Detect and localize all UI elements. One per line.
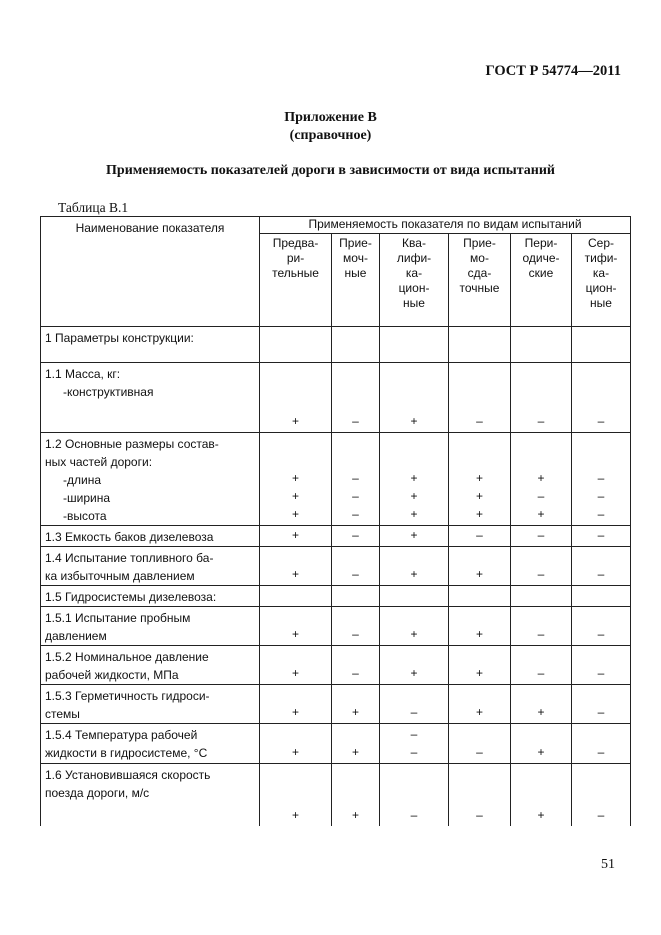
value-mark: –: [352, 528, 359, 542]
col-header-line: ка-: [405, 266, 423, 280]
value-cell: [380, 586, 449, 607]
col-header-line: Прие-: [463, 236, 496, 250]
appendix-note: (справочное): [289, 128, 372, 143]
value-mark: +: [410, 471, 418, 485]
row-name-line: 1.6 Установившаяся скорость: [45, 768, 211, 782]
row-name-cell: [41, 363, 260, 433]
value-mark: –: [537, 528, 545, 542]
value-cell: [511, 327, 572, 363]
value-mark: –: [476, 807, 483, 822]
row-name-line: 1.5.4 Температура рабочей: [45, 728, 198, 742]
table-row: [41, 607, 631, 646]
col-header-test-type: [511, 234, 572, 327]
value-mark: +: [291, 489, 299, 503]
table-row: [41, 646, 631, 685]
value-cell: [449, 547, 511, 586]
value-cell: [511, 363, 572, 433]
row-name-line: 1.5.2 Номинальное давление: [45, 650, 209, 664]
value-cell: [449, 363, 511, 433]
value-cell: [572, 607, 631, 646]
page-number: 51: [601, 857, 615, 872]
value-cell: [511, 764, 572, 826]
value-cell: [449, 764, 511, 826]
value-mark: +: [475, 507, 483, 521]
col-header-line: лифи-: [396, 251, 432, 265]
col-header-line: одиче-: [522, 251, 560, 265]
value-mark: –: [352, 567, 359, 581]
row-name-line: 1.3 Емкость баков дизелевоза: [45, 530, 214, 544]
value-mark: –: [410, 727, 418, 741]
value-cell: [380, 607, 449, 646]
col-header-line: мо-: [470, 251, 489, 265]
value-cell: [572, 327, 631, 363]
value-mark: +: [410, 567, 418, 581]
value-cell: [572, 586, 631, 607]
value-mark: +: [291, 528, 299, 542]
row-name-line: -высота: [63, 509, 107, 523]
col-header-line: тифи-: [584, 251, 618, 265]
value-cell: [332, 646, 380, 685]
value-mark: –: [537, 489, 545, 503]
table-row: [41, 764, 631, 826]
col-header-line: цион-: [585, 281, 617, 295]
value-cell: [511, 646, 572, 685]
value-cell: [260, 526, 332, 547]
value-mark: –: [352, 666, 359, 680]
value-mark: –: [597, 666, 605, 680]
value-cell: [380, 724, 449, 764]
row-name-line: ных частей дороги:: [45, 455, 153, 469]
row-name-line: 1 Параметры конструкции:: [45, 331, 194, 345]
table-row: [41, 363, 631, 433]
col-header-line: сда-: [467, 266, 492, 280]
value-mark: –: [597, 528, 605, 542]
value-mark: –: [352, 471, 359, 485]
value-mark: +: [475, 489, 483, 503]
value-mark: –: [410, 745, 418, 759]
value-cell: [380, 327, 449, 363]
row-name-line: поезда дороги, м/с: [45, 786, 150, 800]
value-cell: [380, 646, 449, 685]
value-mark: +: [537, 507, 545, 521]
col-header-test-type: [572, 234, 631, 327]
value-cell: [511, 547, 572, 586]
value-mark: +: [291, 666, 299, 680]
row-name-cell: [41, 685, 260, 724]
row-name-line: -конструктивная: [63, 385, 154, 399]
value-cell: [332, 724, 380, 764]
value-mark: –: [597, 507, 605, 521]
col-header-line: тельные: [272, 266, 319, 280]
row-name-line: рабочей жидкости, МПа: [45, 668, 179, 682]
col-header-group: Применяемость показателя по видам испытаний: [260, 217, 631, 234]
value-cell: [260, 685, 332, 724]
col-header-line: цион-: [398, 281, 430, 295]
row-name-cell: [41, 547, 260, 586]
value-mark: +: [291, 414, 299, 428]
value-cell: [332, 433, 380, 526]
col-header-test-type: [260, 234, 332, 327]
col-header-line: Предва-: [272, 236, 319, 250]
col-header-line: ные: [590, 296, 612, 310]
value-cell: [511, 586, 572, 607]
value-cell: [572, 363, 631, 433]
col-header-test-type: [380, 234, 449, 327]
value-mark: –: [597, 745, 605, 759]
value-mark: –: [537, 666, 545, 680]
value-mark: +: [291, 705, 299, 719]
value-mark: –: [352, 627, 359, 641]
value-cell: [572, 433, 631, 526]
value-mark: +: [410, 627, 418, 641]
value-mark: –: [597, 705, 605, 719]
appendix-title: Приложение В: [284, 110, 377, 125]
value-cell: [511, 685, 572, 724]
value-mark: +: [537, 705, 545, 719]
value-mark: –: [476, 745, 483, 759]
value-mark: +: [351, 705, 359, 719]
value-mark: +: [410, 507, 418, 521]
value-cell: [260, 764, 332, 826]
row-name-line: 1.2 Основные размеры состав-: [45, 437, 219, 451]
document-title: Применяемость показателей дороги в зависимости от вида испытаний: [106, 163, 555, 178]
value-mark: –: [537, 567, 545, 581]
row-name-cell: [41, 724, 260, 764]
value-mark: –: [352, 507, 359, 521]
value-cell: [511, 433, 572, 526]
value-cell: [449, 685, 511, 724]
value-cell: [260, 547, 332, 586]
value-cell: [449, 526, 511, 547]
value-mark: +: [291, 745, 299, 759]
standard-number: ГОСТ Р 54774—2011: [485, 63, 621, 79]
value-cell: [511, 724, 572, 764]
value-mark: +: [537, 807, 545, 822]
value-mark: +: [410, 528, 418, 542]
value-mark: +: [291, 507, 299, 521]
row-name-line: ка избыточным давлением: [45, 569, 195, 583]
value-mark: –: [352, 489, 359, 503]
value-mark: +: [291, 627, 299, 641]
value-cell: [260, 433, 332, 526]
row-name-line: стемы: [45, 707, 80, 721]
table-row: [41, 586, 631, 607]
col-header-line: точные: [459, 281, 500, 295]
col-header-test-type: [332, 234, 380, 327]
col-header-line: ские: [528, 266, 554, 280]
value-mark: –: [410, 807, 418, 822]
row-name-cell: [41, 327, 260, 363]
value-mark: +: [351, 745, 359, 759]
row-name-line: -ширина: [63, 491, 111, 505]
row-name-cell: [41, 646, 260, 685]
value-cell: [332, 764, 380, 826]
value-cell: [449, 327, 511, 363]
col-header-line: ные: [344, 266, 367, 280]
value-mark: +: [475, 471, 483, 485]
value-mark: +: [291, 471, 299, 485]
table-row: [41, 724, 631, 764]
value-cell: [260, 724, 332, 764]
row-name-cell: [41, 607, 260, 646]
value-cell: [449, 433, 511, 526]
value-mark: +: [351, 807, 359, 822]
col-header-line: ка-: [592, 266, 610, 280]
value-mark: –: [597, 489, 605, 503]
table-label: Таблица В.1: [58, 200, 129, 215]
value-mark: +: [537, 745, 545, 759]
value-mark: +: [537, 471, 545, 485]
col-header-line: ри-: [286, 251, 305, 265]
value-cell: [449, 607, 511, 646]
value-mark: –: [476, 528, 483, 542]
value-mark: –: [597, 471, 605, 485]
value-cell: [332, 327, 380, 363]
col-header-line: ные: [403, 296, 425, 310]
value-mark: –: [352, 414, 359, 428]
row-name-line: жидкости в гидросистеме, °С: [45, 746, 208, 760]
value-cell: [511, 607, 572, 646]
value-cell: [332, 363, 380, 433]
row-name-cell: [41, 586, 260, 607]
value-mark: –: [537, 627, 545, 641]
value-mark: +: [410, 414, 418, 428]
value-cell: [380, 433, 449, 526]
col-header-test-type: [449, 234, 511, 327]
value-mark: +: [475, 666, 483, 680]
value-cell: [380, 764, 449, 826]
value-mark: –: [597, 567, 605, 581]
value-cell: [380, 526, 449, 547]
value-mark: –: [597, 414, 605, 428]
value-cell: [449, 646, 511, 685]
row-name-line: 1.5 Гидросистемы дизелевоза:: [45, 590, 217, 604]
value-cell: [260, 327, 332, 363]
value-mark: +: [291, 567, 299, 581]
row-name-line: 1.5.1 Испытание пробным: [45, 611, 191, 625]
value-cell: [572, 526, 631, 547]
value-mark: +: [475, 567, 483, 581]
value-cell: [572, 646, 631, 685]
table-row: [41, 327, 631, 363]
table-row: [41, 433, 631, 526]
value-cell: [572, 685, 631, 724]
col-header-line: Пери-: [524, 236, 558, 250]
value-mark: –: [410, 705, 418, 719]
value-cell: [380, 547, 449, 586]
value-mark: –: [597, 627, 605, 641]
col-header-line: Сер-: [588, 236, 615, 250]
value-cell: [572, 547, 631, 586]
col-header-name: Наименование показателя: [41, 217, 260, 327]
table-row: [41, 685, 631, 724]
row-name-line: 1.4 Испытание топливного ба-: [45, 551, 214, 565]
value-cell: [511, 526, 572, 547]
value-cell: [449, 586, 511, 607]
col-header-line: Прие-: [339, 236, 372, 250]
value-cell: [449, 724, 511, 764]
value-mark: +: [410, 489, 418, 503]
row-name-line: давлением: [45, 629, 107, 643]
value-mark: –: [537, 414, 545, 428]
table-row: [41, 526, 631, 547]
applicability-table: [40, 216, 631, 826]
col-header-line: моч-: [343, 251, 368, 265]
row-name-cell: [41, 764, 260, 826]
col-header-line: Ква-: [402, 236, 426, 250]
value-cell: [260, 646, 332, 685]
value-cell: [572, 724, 631, 764]
table-row: [41, 547, 631, 586]
value-cell: [332, 607, 380, 646]
row-name-line: -длина: [63, 473, 102, 487]
value-cell: [260, 586, 332, 607]
value-mark: +: [475, 705, 483, 719]
row-name-cell: [41, 433, 260, 526]
row-name-line: 1.1 Масса, кг:: [45, 367, 121, 381]
value-mark: +: [475, 627, 483, 641]
row-name-cell: [41, 526, 260, 547]
value-cell: [380, 363, 449, 433]
value-cell: [332, 547, 380, 586]
value-cell: [260, 363, 332, 433]
row-name-line: 1.5.3 Герметичность гидроси-: [45, 689, 210, 703]
value-cell: [572, 764, 631, 826]
value-cell: [332, 586, 380, 607]
value-mark: +: [410, 666, 418, 680]
value-mark: –: [597, 807, 605, 822]
value-mark: +: [291, 807, 299, 822]
value-cell: [380, 685, 449, 724]
value-mark: –: [476, 414, 483, 428]
value-cell: [332, 685, 380, 724]
value-cell: [260, 607, 332, 646]
value-cell: [332, 526, 380, 547]
